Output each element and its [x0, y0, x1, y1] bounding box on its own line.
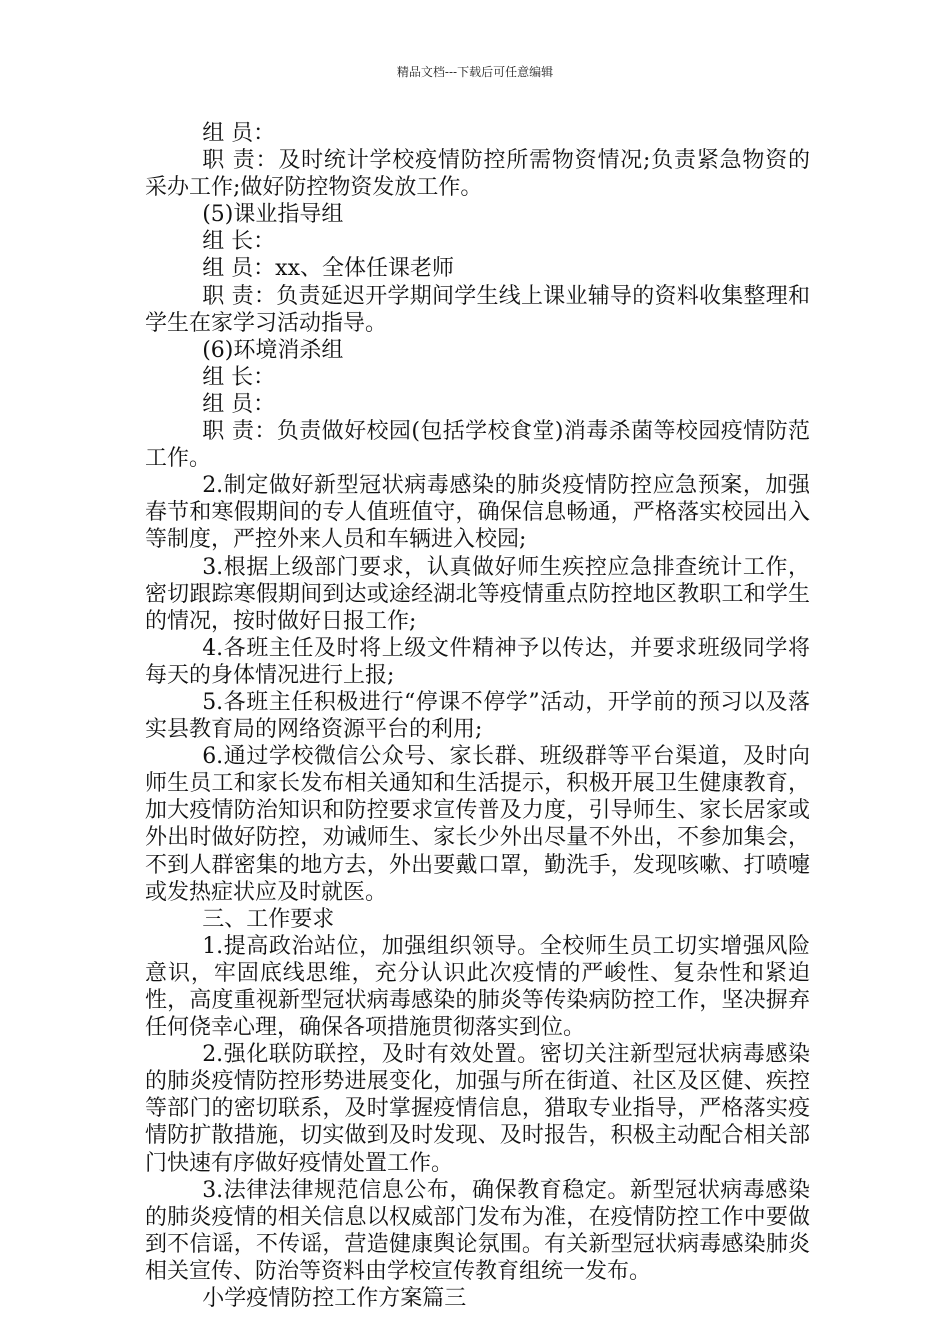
paragraph: 职 责：负责延迟开学期间学生线上课业辅导的资料收集整理和学生在家学习活动指导。	[145, 283, 810, 336]
paragraph: 5.各班主任积极进行“停课不停学”活动，开学前的预习以及落实县教育局的网络资源平台的利用;	[145, 689, 810, 743]
paragraph: (6)环境消杀组	[202, 337, 344, 363]
section-heading: 三、工作要求	[202, 906, 335, 932]
section-heading: 小学疫情防控工作方案篇三	[202, 1286, 467, 1312]
paragraph: 4.各班主任及时将上级文件精神予以传达，并要求班级同学将每天的身体情况进行上报;	[145, 635, 810, 688]
document-body	[145, 120, 810, 1312]
paragraph: 6.通过学校微信公众号、家长群、班级群等平台渠道，及时向师生员工和家长发布相关通知和生活提示，积极开展卫生健康教育，加大疫情防治知识和防控要求宣传普及力度，引导师生、家长居家或外出时做好防控，劝诫师生、家长少外出尽量不外出，不参加集会，不到人群密集的地方去，外出要戴口罩，勤洗手，发现咳嗽、打喷嚏或发热症状应及时就医。	[145, 744, 810, 905]
page-header: 精品文档---下载后可任意编辑	[396, 65, 554, 79]
paragraph: (5)课业指导组	[202, 202, 344, 228]
paragraph: 1.提高政治站位，加强组织领导。全校师生员工切实增强风险意识，牢固底线思维，充分认识此次疫情的严峻性、复杂性和紧迫性，高度重视新型冠状病毒感染的肺炎等传染病防控工作，坚决摒弃任何侥幸心理，确保各项措施贯彻落实到位。	[145, 933, 810, 1041]
paragraph: 组 员：xx、全体任课老师	[202, 256, 454, 282]
paragraph: 组 员：	[202, 121, 276, 146]
paragraph: 2.强化联防联控，及时有效处置。密切关注新型冠状病毒感染的肺炎疫情防控形势进展变化，加强与所在街道、社区及区健、疾控等部门的密切联系，及时掌握疫情信息，猎取专业指导，严格落实疫情防扩散措施，切实做到及时发现、及时报告，积极主动配合相关部门快速有序做好疫情处置工作。	[145, 1042, 810, 1176]
paragraph: 组 长：	[202, 364, 276, 390]
paragraph: 组 员：	[202, 391, 276, 417]
paragraph: 组 长：	[202, 229, 276, 255]
paragraph: 2.制定做好新型冠状病毒感染的肺炎疫情防控应急预案，加强春节和寒假期间的专人值班值守，确保信息畅通，严格落实校园出入等制度，严控外来人员和车辆进入校园;	[145, 473, 810, 553]
paragraph: 职 责：负责做好校园(包括学校食堂)消毒杀菌等校园疫情防范工作。	[145, 419, 810, 472]
paragraph: 职 责：及时统计学校疫情防控所需物资情况;负责紧急物资的采办工作;做好防控物资发放工作。	[145, 148, 810, 201]
paragraph: 3.根据上级部门要求，认真做好师生疾控应急排查统计工作，密切跟踪寒假期间到达或途经湖北等疫情重点防控地区教职工和学生的情况，按时做好日报工作;	[145, 554, 810, 634]
paragraph: 3.法律法律规范信息公布，确保教育稳定。新型冠状病毒感染的肺炎疫情的相关信息以权威部门发布为准，在疫情防控工作中要做到不信谣，不传谣，营造健康舆论氛围。有关新型冠状病毒感染肺炎相关宣传、防治等资料由学校宣传教育组统一发布。	[145, 1177, 810, 1284]
